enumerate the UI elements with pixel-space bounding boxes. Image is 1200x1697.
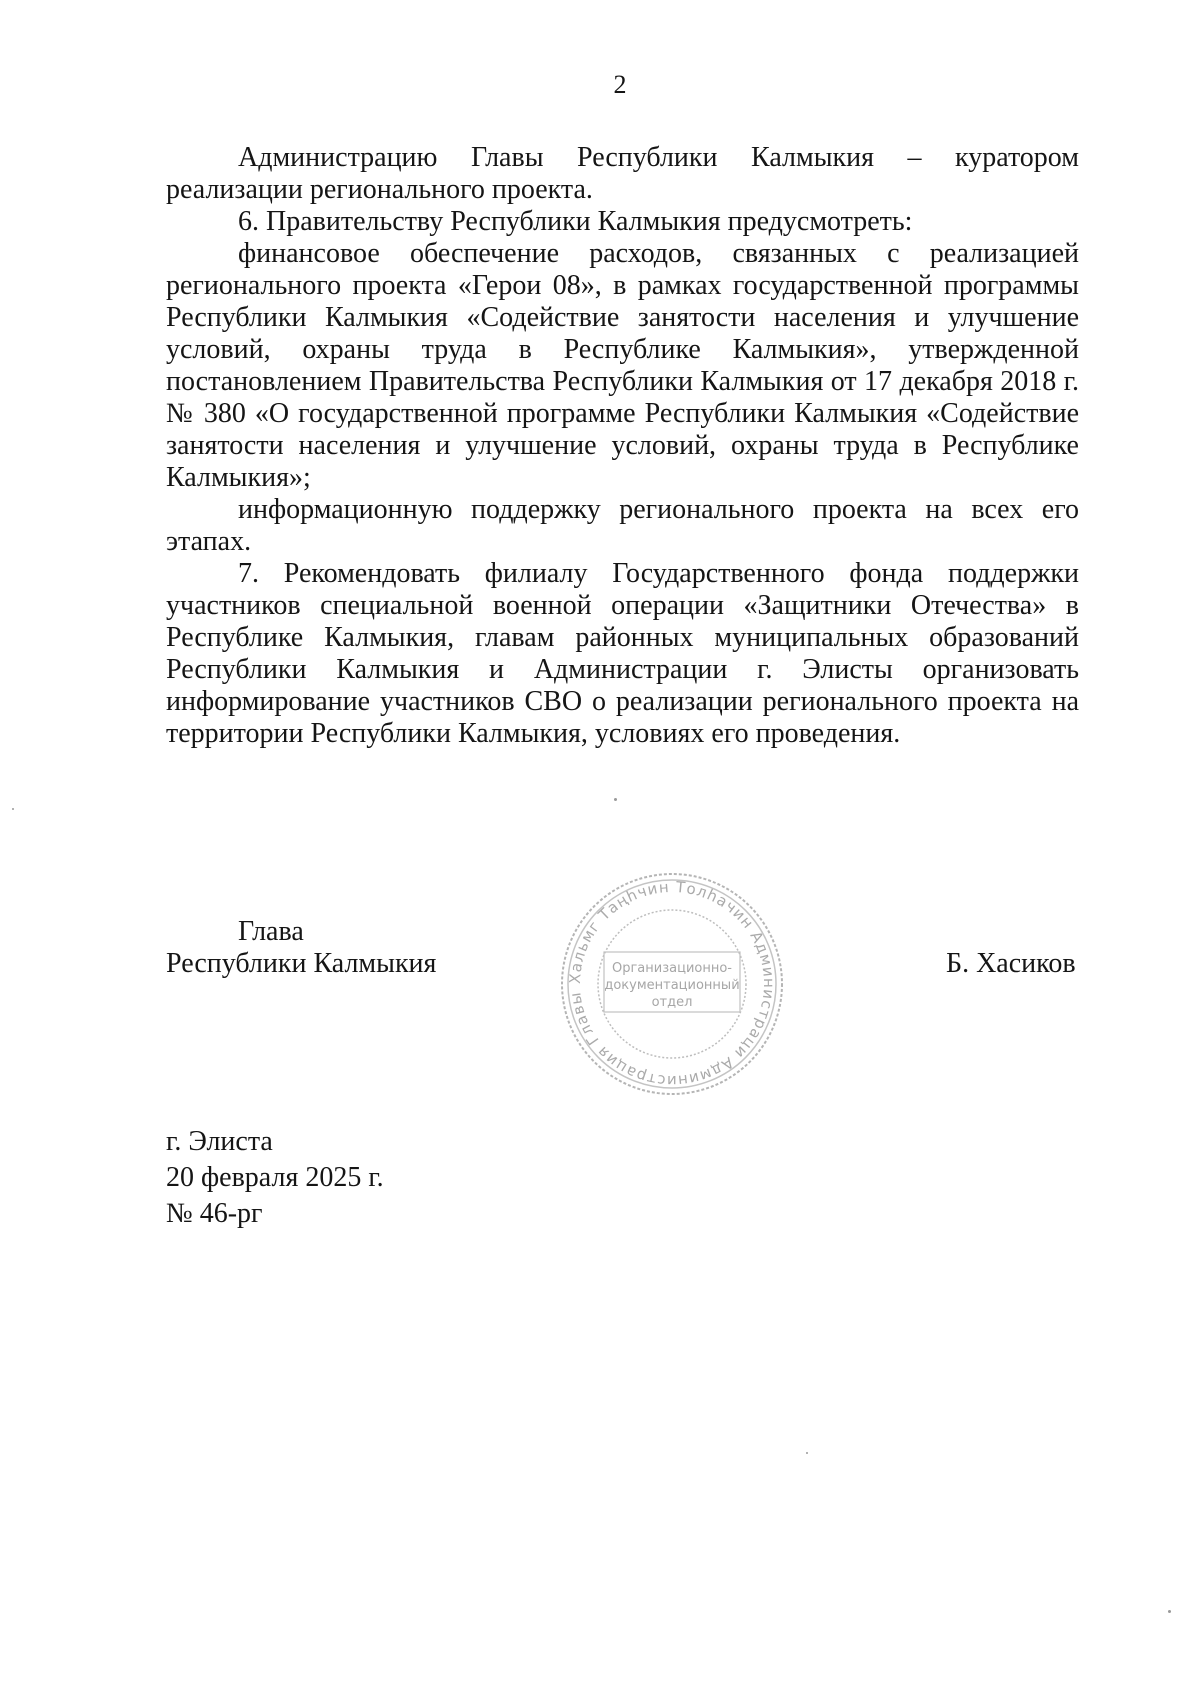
signatory-name: Б. Хасиков (946, 948, 1076, 979)
scan-speck (12, 808, 14, 810)
footer-city: г. Элиста (166, 1126, 273, 1157)
paragraph-info-support: информационную поддержку регионального проекта на всех его этапах. (166, 494, 1079, 557)
seal-graphic (556, 868, 788, 1100)
paragraph-item-7: 7. Рекомендовать филиалу Государственного фонда поддержки участников специальной военной операции «Защитники Отечества» в Республике Калмыкия, главам районных муниципальных образований Республики Калмыкия и Администрации г. Элисты организовать информирование участников СВО о реализации регионального проекта на территории Республики Калмыкия, условиях его проведения. (166, 558, 1079, 749)
seal-center-line1: Организационно- (611, 961, 733, 976)
scan-speck (614, 798, 617, 801)
signatory-title-line2: Республики Калмыкия (166, 948, 437, 979)
document-footer (166, 1124, 384, 1232)
signatory-title-line1: Глава (238, 916, 304, 947)
seal-center-line2: документационный (604, 978, 740, 993)
document-body (166, 142, 1079, 750)
seal-center-line3: отдел (651, 995, 693, 1010)
signatory-title (166, 916, 436, 980)
paragraph-curator: Администрацию Главы Республики Калмыкия – куратором реализации регионального проекта. (166, 142, 1079, 205)
paragraph-item-6: 6. Правительству Республики Калмыкия предусмотреть: (238, 206, 913, 237)
page-number: 2 (613, 70, 627, 99)
seal-ring-text: Хальмг Таңһчин Толһачин Администраци Администрация Главы (565, 877, 779, 1091)
scan-speck (1168, 1610, 1171, 1613)
footer-date: 20 февраля 2025 г. (166, 1162, 384, 1193)
scan-speck (806, 1452, 808, 1454)
footer-number: № 46-рг (166, 1198, 263, 1229)
official-seal-stamp (556, 868, 788, 1100)
paragraph-financing: финансовое обеспечение расходов, связанных с реализацией регионального проекта «Герои 08», в рамках государственной программы Республики Калмыкия «Содействие занятости населения и улучшение условий, охраны труда в Республике Калмыкия», утвержденной постановлением Правительства Республики Калмыкия от 17 декабря 2018 г. № 380 «О государственной программе Республики Калмыкия «Содействие занятости населения и улучшение условий, охраны труда в Республике Калмыкия»; (166, 238, 1079, 493)
